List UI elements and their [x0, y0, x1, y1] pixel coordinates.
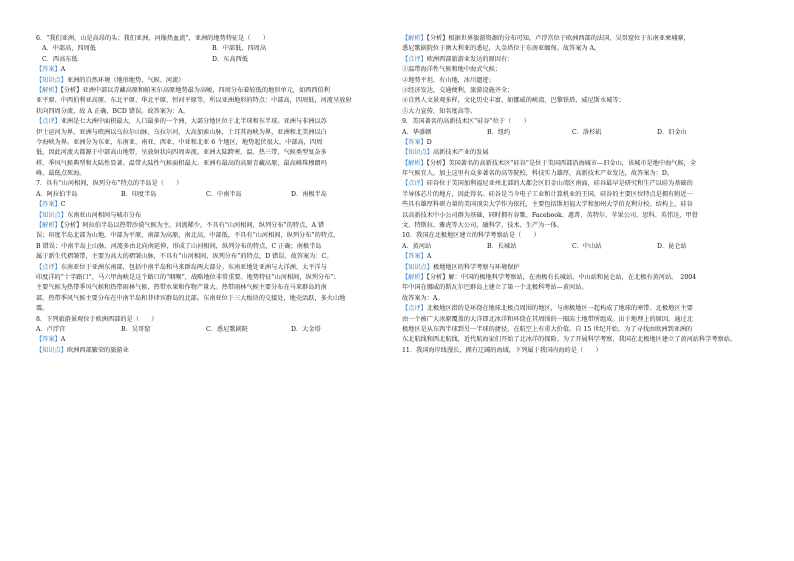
- answer-option: C．中山站: [572, 242, 602, 250]
- answer-option: C．悉尼歌剧院: [206, 325, 248, 333]
- line-text: ②地势平坦，有山地，冰川遗迹；: [402, 76, 495, 84]
- labeled-line: [402, 148, 742, 158]
- text-line: [36, 138, 376, 148]
- labeled-line: [36, 76, 376, 86]
- answer-option: A．阿拉伯半岛: [36, 190, 78, 198]
- line-text: 些具有雄厚科研力量的美国顶尖大学作为依托，主要包括斯坦福大学和加州大学伯克利分校。结构上，硅谷: [402, 201, 693, 209]
- line-text: 东南亚位于亚洲东南部，包括中南半岛和马来群岛两大部分。东南亚地处亚洲与大洋洲、太平洋与: [60, 263, 327, 271]
- text-line: [402, 76, 742, 86]
- line-text: 半导体芯片的地方，因此得名。硅谷是当今电子工业和计算机业的王国，硅谷的主要区位特点是拥有附近一: [402, 190, 693, 198]
- line-text: 亚平原、中西伯利亚高原、东北平原、华北平原、恒河平原等，所以亚洲地形的特点：中部高，四周低，河流呈放射: [36, 97, 352, 105]
- section-tag: 【解析】: [402, 35, 427, 42]
- section-tag: 【答案】: [36, 336, 61, 344]
- line-text: 以高新技术中小公司群为基础，同时拥有谷歌、Facebook、惠普、英特尔、苹果公司、思科、英伟达、甲骨: [402, 211, 698, 219]
- line-text: A: [426, 253, 432, 261]
- labeled-line: [36, 200, 376, 210]
- text-line: [402, 346, 742, 356]
- answer-option: D．大金塔: [291, 325, 321, 333]
- answer-option: A．中部高，四周低: [42, 45, 96, 53]
- answer-option: D．东高西低: [212, 55, 248, 63]
- line-text: 【分析】解：中国的极地科学考察站，在南极有长城站、中山站和昆仑站，在北极有黄河站。 2004: [426, 273, 697, 281]
- line-text: 亚洲是七大洲中面积最大，人口最多的一个洲，大部分地区位于北半球和东半球。亚洲与非洲以苏: [60, 118, 327, 126]
- line-text: 峰，最低点死海。: [36, 170, 86, 178]
- answer-option: D．旧金山: [657, 128, 687, 136]
- labeled-line: [402, 252, 742, 262]
- section-tag: 【知识点】: [402, 263, 433, 271]
- answer-option: B．长城站: [487, 242, 517, 250]
- line-text: 年中国在挪威的斯瓦尔巴群岛上建立了第一个北极科考站—黄河站。: [402, 284, 588, 292]
- line-text: ⑤大力宣传，知名度高等。: [402, 107, 477, 115]
- labeled-line: [402, 179, 742, 189]
- line-text: ④自然人文景观多样，文化历史丰富，如挪威的峡湾、巴黎铁塔、威尼斯水城等；: [402, 97, 625, 105]
- line-text: 状向四周分流，故 A 正确，BCD 错误。故答案为：A。: [36, 107, 189, 115]
- line-text: B 错误；中南半岛上山脉、河流多由北向南延伸，形成了山河相间，纵列分布的特点，C 正确；南极半岛: [36, 242, 322, 250]
- labeled-line: [402, 159, 742, 169]
- line-text: 故答案为：A。: [402, 294, 444, 302]
- line-text: 震。: [36, 305, 49, 313]
- text-line: [402, 294, 742, 304]
- line-text: 属于新生代褶皱带，主要为高大的褶皱山脉，不具有“山河相间，纵列分布”的特点，D 错误。故答案为：C。: [36, 253, 333, 261]
- line-text: 东北航线和西北航线，近代航海家们开始了北冰洋的探险。为了开展科学考察，我国在北极地区建立了黄河站科学考察站。: [402, 336, 737, 344]
- line-text: 【分析】根据世界旅游资源的分布可知，卢浮宫位于欧洲西部的法国，吴哥窟位于东南亚柬埔寨，: [426, 35, 690, 42]
- answer-option: C．西高东低: [42, 55, 78, 63]
- answer-option: D．昆仑站: [657, 242, 687, 250]
- answer-options: [36, 44, 376, 54]
- labeled-line: [36, 346, 376, 356]
- text-line: [36, 252, 376, 262]
- labeled-line: [36, 117, 376, 127]
- text-line: [402, 86, 742, 96]
- labeled-line: [402, 263, 742, 273]
- line-text: 欧洲西部繁荣的旅游业: [66, 346, 129, 354]
- labeled-line: [402, 55, 742, 65]
- section-tag: 【点评】: [402, 180, 427, 188]
- line-text: 东南亚山河相间与城市分布: [66, 211, 142, 219]
- line-text: 7．具有“山河相间，纵列分布”特点的半岛是（ ）: [36, 180, 183, 188]
- text-line: [402, 231, 742, 241]
- answer-options: [36, 325, 376, 335]
- section-tag: 【点评】: [36, 263, 61, 271]
- labeled-line: [36, 86, 376, 96]
- text-line: [36, 231, 376, 241]
- text-line: [402, 335, 742, 345]
- text-line: [402, 211, 742, 221]
- line-text: 文、特斯拉、雅虎等大公司，融科学、技术、生产为一体。: [402, 222, 563, 230]
- text-line: [36, 304, 376, 314]
- text-line: [402, 169, 742, 179]
- line-text: A: [60, 336, 66, 344]
- text-line: [36, 179, 376, 189]
- section-tag: 【知识点】: [36, 76, 67, 84]
- line-text: 主要气候为热带季风气候和热带雨林气候，热带水果和作物产量大。热带雨林气候主要分布在马来群岛的南: [36, 284, 327, 292]
- section-tag: 【答案】: [402, 138, 427, 146]
- answer-option: B．纽约: [487, 128, 511, 136]
- line-text: D: [426, 138, 432, 146]
- section-tag: 【解析】: [402, 159, 427, 167]
- labeled-line: [36, 211, 376, 221]
- labeled-line: [36, 65, 376, 75]
- line-text: 亚洲的自然环境（地形地势、气候、河流）: [66, 76, 185, 84]
- answer-option: A．卢浮宫: [36, 325, 66, 333]
- labeled-line: [402, 273, 742, 283]
- section-tag: 【解析】: [36, 222, 61, 230]
- text-line: [402, 315, 742, 325]
- text-line: [36, 242, 376, 252]
- line-text: 极地区是从东西半球到另一半球的捷径，在航空上有重大价值。自 15 世纪开始，为了寻找由欧洲到亚洲的: [402, 325, 693, 333]
- line-text: 印度洋的“十字路口”，马六甲海峡是这个路口的“咽喉”，战略地位非常重要。地势特征“山河相间，纵列分布”；: [36, 273, 340, 281]
- text-line: [402, 190, 742, 200]
- labeled-line: [36, 335, 376, 345]
- text-line: [402, 325, 742, 335]
- text-line: [36, 315, 376, 325]
- line-text: 样，季风气候典型和大陆性显著。温带大陆性气候面积最大。亚洲有最高的高原青藏高原，最高峰珠穆朗玛: [36, 159, 327, 167]
- line-text: 误；印度半岛北部为山地，中部为平原，南部为高原，南北高，中部低，不具有“山河相间，纵列分布”的特点，: [36, 232, 340, 240]
- line-text: ①温带海洋性气候和地中海式气候；: [402, 66, 501, 74]
- section-tag: 【知识点】: [402, 149, 433, 157]
- answer-option: D．南极半岛: [291, 190, 327, 198]
- line-text: 【分析】阿拉伯半岛以热带沙漠气候为主，河流稀少，不具有“山河相间，纵列分布”的特点，A 错: [60, 222, 325, 230]
- answer-option: A．华盛顿: [402, 128, 432, 136]
- left-column: [36, 34, 376, 356]
- text-line: [402, 221, 742, 231]
- line-text: 伊士运河为界，亚洲与欧洲以乌拉尔山脉、乌拉尔河，大高加索山脉，土耳其海峡为界，亚洲和北美洲以白: [36, 128, 327, 136]
- section-tag: 【点评】: [36, 118, 61, 126]
- line-text: 年气候宜人，加上这里有众多著名的高等院校，科技实力雄厚，高新技术产业发达，故答案为：D。: [402, 170, 674, 178]
- line-text: C: [60, 201, 66, 209]
- section-tag: 【知识点】: [36, 346, 67, 354]
- labeled-line: [402, 138, 742, 148]
- answer-option: B．中部低，四周高: [212, 45, 267, 53]
- right-column: [402, 34, 742, 356]
- answer-options: [402, 128, 742, 138]
- text-line: [36, 96, 376, 106]
- text-line: [402, 200, 742, 210]
- text-line: [36, 283, 376, 293]
- answer-options: [402, 242, 742, 252]
- labeled-line: [36, 263, 376, 273]
- line-text: 北极地区指的是环绕在地球北极点周围的地区，与南极地区一起构成了地球的寒带。北极地区主要: [426, 305, 693, 313]
- line-text: 【分析】亚洲中部以青藏高原和帕米尔高原地势最为高峻，四周分布着较低的地形单元，如西西伯利: [60, 86, 330, 94]
- line-text: 9．美国著名的高新技术区“硅谷”位于（ ）: [402, 118, 530, 126]
- line-text: 悉尼歌剧院位于澳大利亚的悉尼，大金塔位于东南亚缅甸。故答案为 A。: [402, 45, 601, 53]
- section-tag: 【答案】: [402, 253, 427, 261]
- line-text: ③经济发达，交通便利，旅游设施齐全；: [402, 86, 514, 94]
- text-line: [402, 107, 742, 117]
- answer-option: B．吴哥窟: [121, 325, 151, 333]
- answer-option: A．黄河站: [402, 242, 432, 250]
- text-line: [36, 148, 376, 158]
- line-text: 【分析】美国著名的高新技术区“硅谷”是位于美国西部沿海城市—旧金山，该城市是地中海气候，全: [426, 159, 697, 167]
- text-line: [36, 34, 376, 44]
- text-line: [402, 117, 742, 127]
- answer-options: [36, 55, 376, 65]
- line-text: 由一个被广大冰原覆盖的大洋即北冰洋和环绕在其周围的一圈冻土地带所组成。出于地理上的原因，通过北: [402, 315, 693, 323]
- text-line: [36, 273, 376, 283]
- text-line: [36, 159, 376, 169]
- section-tag: 【答案】: [36, 66, 61, 74]
- answer-option: B．印度半岛: [121, 190, 157, 198]
- answer-option: C．洛杉矶: [572, 128, 602, 136]
- line-text: 8．下列旅游景观位于欧洲西部的是（ ）: [36, 315, 158, 323]
- line-text: 10．我国在北极地区建立的科学考察站是（ ）: [402, 232, 540, 240]
- answer-option: C．中南半岛: [206, 190, 242, 198]
- answer-options: [36, 190, 376, 200]
- line-text: A: [60, 66, 66, 74]
- text-line: [36, 294, 376, 304]
- labeled-line: [402, 304, 742, 314]
- line-text: 6．“我们亚洲，山是高昂的头；我们亚洲，河像热血流”，亚洲的地势特征是（ ）: [36, 35, 270, 42]
- line-text: 部，热带季风气候主要分布在中南半岛和菲律宾群岛的北部。东南亚位于三大板块的交接处，地壳活跃，多火山地: [36, 294, 346, 302]
- text-line: [402, 283, 742, 293]
- line-text: 11．我国海岸线漫长，拥有辽阔的海域，下列属于我国内海的是（ ）: [402, 346, 602, 354]
- section-tag: 【知识点】: [36, 211, 67, 219]
- section-tag: 【答案】: [36, 201, 61, 209]
- labeled-line: [36, 221, 376, 231]
- line-text: 欧洲西部旅游业发达的原因有：: [426, 55, 514, 63]
- text-line: [402, 65, 742, 75]
- line-text: 极地地区的科学考察与环境保护: [432, 263, 520, 271]
- section-tag: 【点评】: [402, 55, 427, 63]
- line-text: 高新技术产业的发展: [432, 149, 489, 157]
- line-text: 低，因此河流大都源于中部高山地带，呈放射状向四周奔流。亚洲大陆跨寒、温、热三带，气候类型复杂多: [36, 149, 327, 157]
- section-tag: 【点评】: [402, 305, 427, 313]
- line-text: 硅谷位于美国加利福尼亚州北部的大都会区旧金山湾区南面，硅谷最早是研究和生产以硅为基础的: [426, 180, 693, 188]
- text-line: [402, 96, 742, 106]
- line-text: 令海峡为界。亚洲分为东亚、东南亚、南亚、西亚、中亚和北亚 6 个地区，地势起伏很大，中部高，四周: [36, 138, 323, 146]
- labeled-line: [402, 34, 742, 44]
- text-line: [402, 44, 742, 54]
- section-tag: 【解析】: [402, 273, 427, 281]
- text-line: [36, 107, 376, 117]
- text-line: [36, 128, 376, 138]
- text-line: [36, 169, 376, 179]
- section-tag: 【解析】: [36, 86, 61, 94]
